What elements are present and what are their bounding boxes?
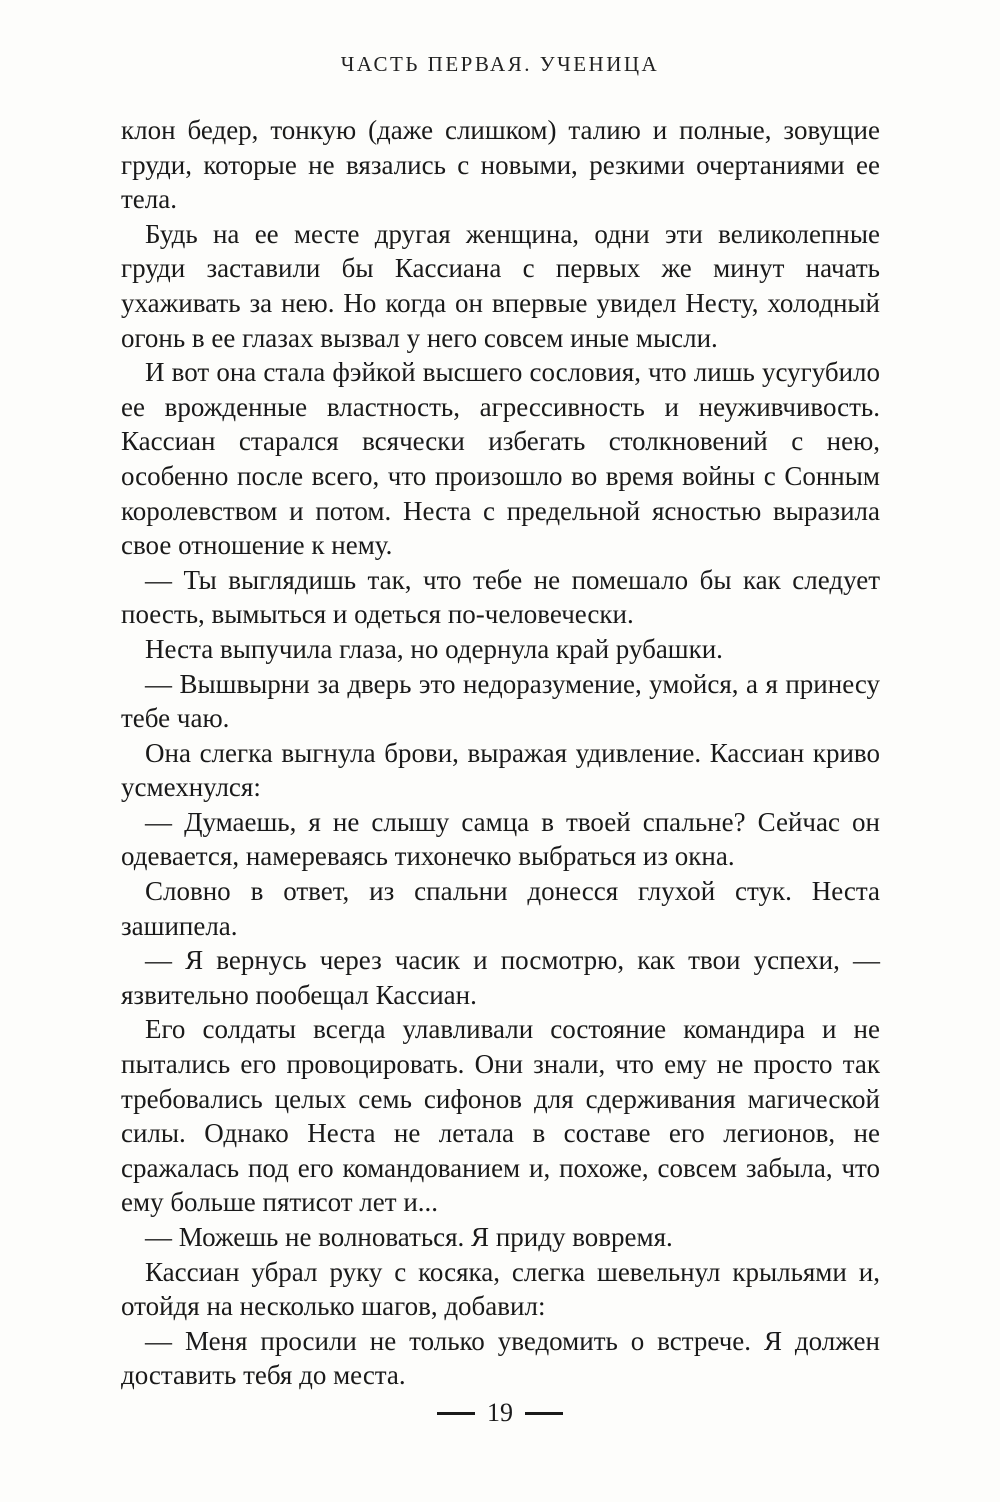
paragraph: Она слегка выгнула брови, выражая удивление. Кассиан криво усмехнулся: [121, 737, 880, 803]
body-text [121, 113, 880, 1393]
left-dash [437, 1412, 475, 1415]
dialogue-line: — Я вернусь через часик и посмотрю, как твои успехи, — язвительно пообещал Кассиан. [121, 945, 880, 1010]
running-head: ЧАСТЬ ПЕРВАЯ. УЧЕНИЦА [340, 52, 660, 76]
paragraph: Неста выпучила глаза, но одернула край рубашки. [145, 633, 723, 664]
paragraph: И вот она стала фэйкой высшего сословия, что лишь усугубило ее врожденные властность, агрессивность и неуживчивость. Кассиан старался всячески избегать столкновений с нею, особенно после всего, что произошло во время войны с Сонным королевством и потом. Неста с предельной ясностью выразила свое отношение к нему. [121, 357, 880, 561]
paragraph: Кассиан убрал руку с косяка, слегка шевельнул крыльями и, отойдя на несколько шагов, добавил: [121, 1256, 880, 1322]
dialogue-line: — Меня просили не только уведомить о встрече. Я должен доставить тебя до места. [121, 1325, 880, 1391]
dialogue-line: — Можешь не волноваться. Я приду вовремя. [145, 1222, 673, 1252]
paragraph: Словно в ответ, из спальни донесся глухой стук. Неста зашипела. [121, 876, 880, 941]
right-dash [525, 1412, 563, 1415]
paragraph: клон бедер, тонкую (даже слишком) талию и полные, зовущие груди, которые не вязались с новыми, резкими очертаниями ее тела. [121, 115, 880, 215]
paragraph: Его солдаты всегда улавливали состояние командира и не пытались его провоцировать. Они знали, что ему не просто так требовались целых семь сифонов для сдерживания магической силы. Однако Неста не летала в составе его легионов, не сражалась под его командованием и, похоже, совсем забыла, что ему больше пятисот лет и... [121, 1014, 880, 1218]
dialogue-line: — Вышвырни за дверь это недоразумение, умойся, а я принесу тебе чаю. [121, 668, 880, 734]
page-number-footer [0, 1398, 1000, 1428]
page-number: 19 [487, 1398, 513, 1427]
dialogue-line: — Ты выглядишь так, что тебе не помешало бы как следует поесть, вымыться и одеться по-человечески. [121, 564, 880, 630]
paragraph: Будь на ее месте другая женщина, одни эти великолепные груди заставили бы Кассиана с первых же минут начать ухаживать за нею. Но когда он впервые увидел Несту, холодный огонь в ее глазах вызвал у него совсем иные мысли. [121, 218, 880, 353]
dialogue-line: — Думаешь, я не слышу самца в твоей спальне? Сейчас он одевается, намереваясь тихонечко выбраться из окна. [121, 806, 880, 872]
